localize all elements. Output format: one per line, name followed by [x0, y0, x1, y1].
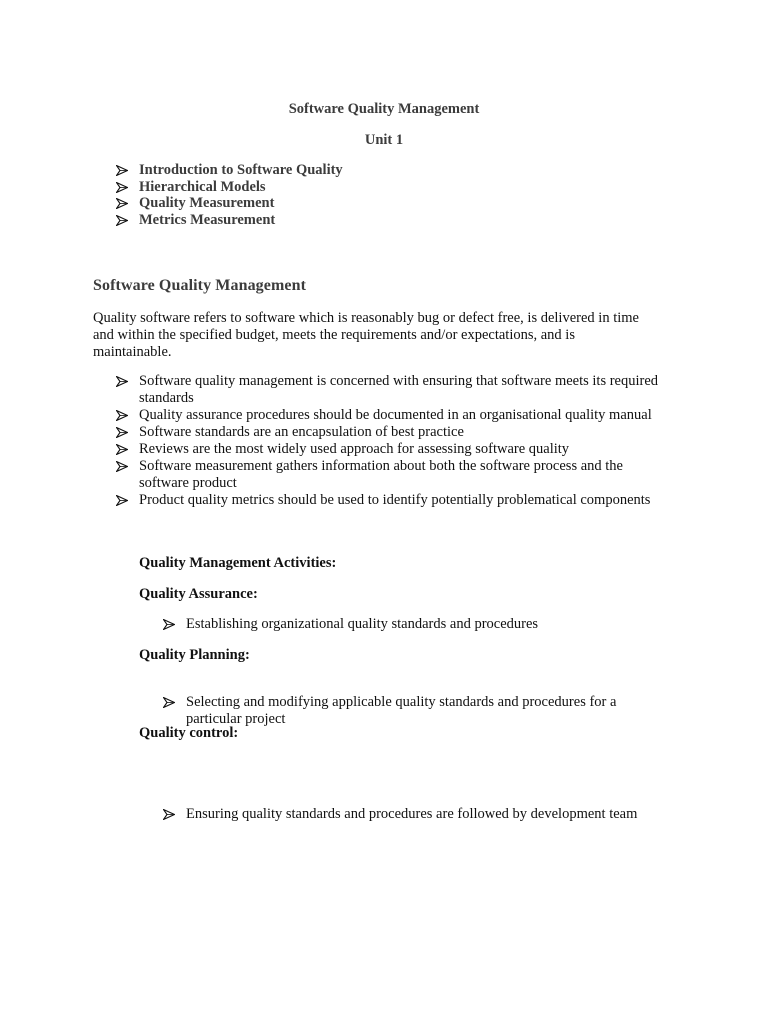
list-item-text: Software standards are an encapsulation of best practice: [139, 424, 464, 440]
topic-label: Metrics Measurement: [139, 212, 276, 229]
list-item-text: Establishing organizational quality standards and procedures: [186, 616, 539, 632]
list-item-text: Reviews are the most widely used approach for assessing software quality: [139, 441, 570, 457]
arrowhead-bullet-icon: [116, 427, 128, 438]
assurance-item: [186, 616, 676, 633]
list-item-text: Software measurement gathers information about both the software process and the software product: [139, 458, 623, 491]
list-item-text: Quality assurance procedures should be documented in an organisational quality manual: [139, 407, 652, 423]
topic-label: Introduction to Software Quality: [139, 162, 343, 178]
arrowhead-bullet-icon: [116, 444, 128, 455]
topic-list: [139, 162, 343, 229]
list-item-text: Software quality management is concerned with ensuring that software meets its required standards: [139, 373, 659, 406]
arrowhead-bullet-icon: [116, 215, 128, 226]
arrowhead-bullet-icon: [116, 495, 128, 506]
quality-points-list: [139, 373, 659, 509]
section-heading: Software Quality Management: [93, 277, 307, 294]
activities-heading: Quality Management Activities:: [139, 555, 337, 571]
list-item-text: Ensuring quality standards and procedures are followed by development team: [186, 806, 638, 822]
arrowhead-bullet-icon: [163, 809, 175, 820]
topic-item: [139, 212, 343, 229]
list-item-text: Product quality metrics should be used to identify potentially problematical components: [139, 492, 651, 508]
planning-heading: Quality Planning:: [139, 647, 250, 663]
arrowhead-bullet-icon: [116, 198, 128, 209]
arrowhead-bullet-icon: [163, 697, 175, 708]
arrowhead-bullet-icon: [116, 182, 128, 193]
arrowhead-bullet-icon: [116, 376, 128, 387]
planning-item: [186, 694, 656, 728]
arrowhead-bullet-icon: [116, 461, 128, 472]
arrowhead-bullet-icon: [163, 619, 175, 630]
arrowhead-bullet-icon: [116, 410, 128, 421]
control-heading: Quality control:: [139, 725, 239, 741]
assurance-heading: Quality Assurance:: [139, 586, 258, 602]
topic-item: [139, 162, 343, 179]
topic-label: Hierarchical Models: [139, 178, 266, 195]
control-item: [186, 806, 686, 823]
list-item: [139, 441, 659, 458]
document-title: Software Quality Management: [288, 101, 480, 117]
list-item: [139, 458, 659, 492]
arrowhead-bullet-icon: [116, 165, 128, 176]
unit-label: Unit 1: [364, 132, 404, 148]
topic-item: [139, 195, 343, 212]
topic-label: Quality Measurement: [139, 195, 275, 212]
list-item: [139, 492, 659, 509]
list-item: [139, 424, 659, 441]
list-item-text: Selecting and modifying applicable quality standards and procedures for a particular project: [186, 694, 617, 727]
list-item: [139, 407, 659, 424]
intro-paragraph: Quality software refers to software which is reasonably bug or defect free, is delivered in time and within the specified budget, meets the requirements and/or expectations, and is maintainable.: [93, 310, 639, 360]
topic-item: [139, 179, 343, 196]
list-item: [139, 373, 659, 407]
